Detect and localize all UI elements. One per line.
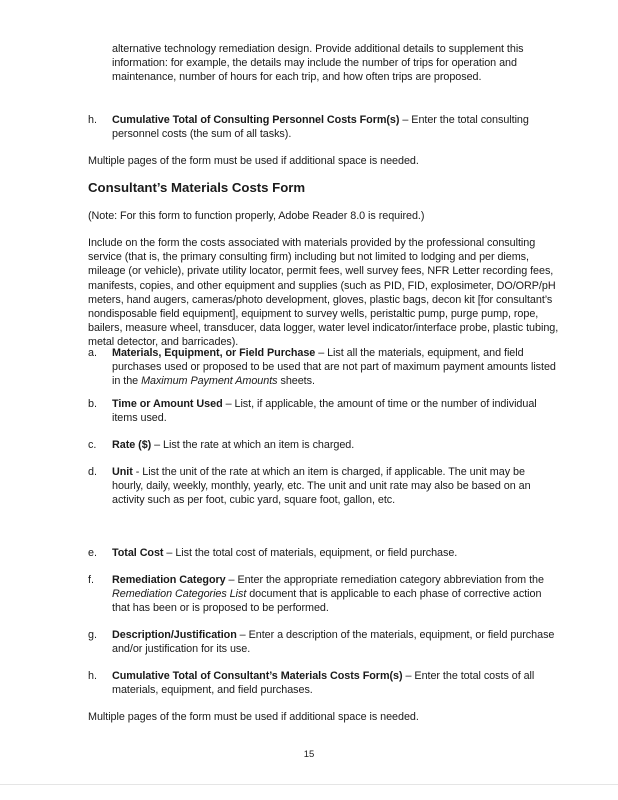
list-marker-h-personnel: h. [88, 114, 98, 126]
list-emphasis: Maximum Payment Amounts [141, 375, 278, 388]
page-number: 15 [303, 749, 315, 760]
list-term: Materials, Equipment, or Field Purchase [112, 347, 316, 359]
page-bottom-divider [0, 784, 618, 785]
list-item-remediation-category [112, 573, 558, 616]
list-marker-c: c. [88, 439, 97, 451]
intro-paragraph: Include on the form the costs associated with materials provided by the professional consulting service (that is, the primary consulting firm) including but not limited to lodging and per diems, mileage (or vehicle), private utility locator, permit fees, well survey fees, NFR Letter recording fees, manifests, copies, and other equipment and supplies (such as PID, FID, explosimeter, DO/ORP/pH meters, hand augers, cameras/photo development, gloves, plastic bags, decon kit [for consultant’s nondisposable field equipment], equipment to survey wells, peristaltic pump, purge pump, rope, bailers, measure wheel, transducer, data logger, water level indicator/interface probe, plastic tubing, metal detector, and barricades). [88, 237, 559, 349]
list-item-materials [112, 346, 558, 389]
list-term: Cumulative Total of Consulting Personnel Costs Form(s) [112, 114, 400, 126]
adobe-note: (Note: For this form to function properly, Adobe Reader 8.0 is required.) [88, 210, 425, 222]
list-marker-b: b. [88, 398, 98, 410]
list-term: Description/Justification [112, 629, 237, 641]
list-marker-d: d. [88, 466, 98, 478]
multiple-pages-note-2: Multiple pages of the form must be used if additional space is needed. [88, 711, 419, 723]
list-emphasis: Remediation Categories List [112, 588, 247, 601]
list-term: Total Cost [112, 547, 164, 559]
list-text: – Enter the total consulting personnel costs (the sum of all tasks). [112, 114, 529, 141]
list-item-total-cost [112, 546, 558, 560]
list-text: – Enter the appropriate remediation category abbreviation from the [225, 574, 544, 586]
continuation-paragraph: alternative technology remediation design. Provide additional details to supplement this information: for example, the details may include the number of trips for operation and maintenance, number of hours for each trip, and how often trips are proposed. [112, 43, 524, 84]
list-text: – List all the materials, equipment, and field purchases used or proposed to be used that are not part of maximum payment amounts listed in the [112, 347, 556, 388]
list-text: – Enter the total costs of all materials, equipment, and field purchases. [112, 670, 535, 697]
list-marker-h-materials: h. [88, 670, 98, 682]
list-item-unit [112, 465, 558, 508]
list-marker-e: e. [88, 547, 98, 559]
list-text: – List the rate at which an item is charged. [151, 439, 355, 451]
list-text: – List, if applicable, the amount of time or the number of individual items used. [112, 398, 537, 425]
list-term: Unit [112, 466, 133, 478]
list-term: Cumulative Total of Consultant’s Materials Costs Form(s) [112, 670, 403, 682]
list-item-time-amount [112, 397, 558, 425]
list-tail: sheets. [277, 375, 315, 388]
list-item-rate [112, 438, 558, 452]
list-term: Time or Amount Used [112, 398, 223, 410]
list-item-description [112, 628, 558, 656]
list-marker-f: f. [88, 574, 94, 586]
multiple-pages-note-1: Multiple pages of the form must be used if additional space is needed. [88, 155, 419, 167]
list-marker-a: a. [88, 347, 98, 359]
list-marker-g: g. [88, 629, 98, 641]
list-term: Rate ($) [112, 439, 152, 451]
section-heading: Consultant’s Materials Costs Form [88, 180, 306, 195]
list-text: - List the unit of the rate at which an item is charged, if applicable. The unit may be hourly, daily, weekly, monthly, yearly, etc. The unit and unit rate may also be based on an activity such as per foot, cubic yard, square foot, gallon, etc. [112, 466, 531, 507]
list-text: – Enter a description of the materials, equipment, or field purchase and/or justification for its use. [112, 629, 555, 656]
list-text: – List the total cost of materials, equipment, or field purchase. [163, 547, 458, 559]
list-item-personnel-total [112, 113, 558, 141]
list-tail: document that is applicable to each phase of corrective action that has been or is proposed to be performed. [112, 588, 542, 615]
list-item-materials-total [112, 669, 558, 697]
list-term: Remediation Category [112, 574, 226, 586]
